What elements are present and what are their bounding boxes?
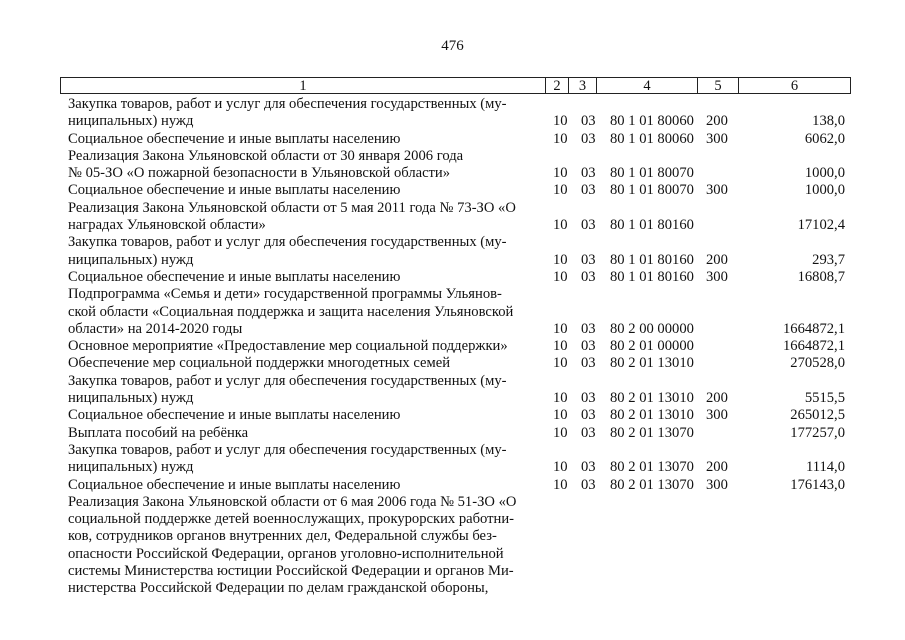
amount: 1114,0	[805, 459, 845, 476]
header-row	[61, 78, 851, 94]
description-line: Закупка товаров, работ и услуг для обеспечения государственных (му-	[68, 96, 507, 112]
row-codes	[0, 580, 905, 597]
subsection-code: 03	[581, 268, 596, 285]
section-code: 10	[553, 338, 568, 355]
description-line: Социальное обеспечение и иные выплаты населению	[68, 407, 401, 424]
section-code: 10	[553, 459, 568, 476]
table-row	[0, 373, 905, 408]
amount: 293,7	[812, 251, 845, 268]
expense-type-code: 200	[706, 251, 728, 268]
description-line: ниципальных) нужд	[68, 113, 194, 130]
subsection-code: 03	[581, 459, 596, 476]
section-code: 10	[553, 113, 568, 130]
row-codes	[0, 252, 905, 269]
row-codes	[0, 321, 905, 338]
target-article-code: 80 1 01 80060	[610, 113, 694, 130]
subsection-code: 03	[581, 182, 596, 199]
subsection-code: 03	[581, 390, 596, 407]
section-code: 10	[553, 390, 568, 407]
table-row	[0, 425, 905, 442]
table-row	[0, 477, 905, 494]
row-codes	[0, 182, 905, 199]
description-line: Социальное обеспечение и иные выплаты населению	[68, 130, 401, 147]
table-row	[0, 355, 905, 372]
target-article-code: 80 2 01 13010	[610, 390, 694, 407]
description-line: Реализация Закона Ульяновской области от 6 мая 2006 года № 51-ЗО «О	[68, 493, 517, 510]
section-code: 10	[553, 320, 568, 337]
row-codes	[0, 113, 905, 130]
section-code: 10	[553, 165, 568, 182]
description-line: Закупка товаров, работ и услуг для обеспечения государственных (му-	[68, 441, 507, 458]
subsection-code: 03	[581, 407, 596, 424]
target-article-code: 80 2 01 13070	[610, 476, 694, 493]
target-article-code: 80 1 01 80160	[610, 217, 694, 234]
amount: 270528,0	[790, 355, 845, 372]
description-line: Выплата пособий на ребёнка	[68, 424, 249, 441]
amount: 177257,0	[790, 424, 845, 441]
table-row	[0, 407, 905, 424]
target-article-code: 80 2 01 13010	[610, 407, 694, 424]
description-line: Реализация Закона Ульяновской области от 30 января 2006 года	[68, 147, 464, 164]
expense-type-code: 300	[706, 476, 728, 493]
subsection-code: 03	[581, 338, 596, 355]
table-body	[0, 96, 905, 598]
subsection-code: 03	[581, 165, 596, 182]
description-line: Социальное обеспечение и иные выплаты населению	[68, 476, 401, 493]
expense-type-code: 300	[706, 407, 728, 424]
description-line: ков, сотрудников органов внутренних дел, Федеральной службы без-	[68, 528, 497, 545]
description-line: Подпрограмма «Семья и дети» государственной программы Ульянов-	[68, 286, 502, 303]
header-col-5: 5	[698, 78, 739, 94]
table-row	[0, 96, 905, 131]
description-line: наградах Ульяновской области»	[68, 217, 266, 234]
amount: 176143,0	[790, 476, 845, 493]
section-code: 10	[553, 268, 568, 285]
table-row	[0, 131, 905, 148]
target-article-code: 80 1 01 80160	[610, 268, 694, 285]
subsection-code: 03	[581, 355, 596, 372]
description-line: ниципальных) нужд	[68, 390, 194, 407]
section-code: 10	[553, 407, 568, 424]
amount: 138,0	[812, 113, 845, 130]
table-row	[0, 269, 905, 286]
row-codes	[0, 407, 905, 424]
page-number: 476	[441, 38, 464, 54]
row-codes	[0, 165, 905, 182]
table-row	[0, 148, 905, 183]
subsection-code: 03	[581, 424, 596, 441]
description-line: № 05-ЗО «О пожарной безопасности в Ульяновской области»	[68, 165, 451, 182]
subsection-code: 03	[581, 476, 596, 493]
description-line: ниципальных) нужд	[68, 459, 194, 476]
description-line: Реализация Закона Ульяновской области от 5 мая 2011 года № 73-ЗО «О	[68, 199, 516, 216]
row-codes	[0, 425, 905, 442]
description-line: социальной поддержке детей военнослужащих, прокурорских работни-	[68, 511, 515, 528]
expense-type-code: 200	[706, 390, 728, 407]
expense-type-code: 300	[706, 268, 728, 285]
table-row	[0, 200, 905, 235]
row-codes	[0, 217, 905, 234]
amount: 6062,0	[804, 130, 845, 147]
target-article-code: 80 2 01 13070	[610, 424, 694, 441]
header-col-6: 6	[739, 78, 851, 94]
subsection-code: 03	[581, 320, 596, 337]
description-line: ской области «Социальная поддержка и защита населения Ульяновской	[68, 303, 514, 320]
row-codes	[0, 390, 905, 407]
amount: 16808,7	[797, 268, 845, 285]
section-code: 10	[553, 217, 568, 234]
description-line: Обеспечение мер социальной поддержки многодетных семей	[68, 355, 451, 372]
description-line: ниципальных) нужд	[68, 251, 194, 268]
subsection-code: 03	[581, 130, 596, 147]
target-article-code: 80 2 01 13070	[610, 459, 694, 476]
subsection-code: 03	[581, 217, 596, 234]
description-line: области» на 2014-2020 годы	[68, 320, 243, 337]
description-line: Социальное обеспечение и иные выплаты населению	[68, 182, 401, 199]
expense-type-code: 300	[706, 130, 728, 147]
table-header	[60, 77, 851, 94]
row-codes	[0, 459, 905, 476]
header-col-2: 2	[546, 78, 569, 94]
target-article-code: 80 1 01 80060	[610, 130, 694, 147]
description-line: системы Министерства юстиции Российской Федерации и органов Ми-	[68, 563, 514, 580]
amount: 17102,4	[797, 217, 845, 234]
target-article-code: 80 2 01 13010	[610, 355, 694, 372]
header-col-4: 4	[597, 78, 698, 94]
target-article-code: 80 1 01 80160	[610, 251, 694, 268]
section-code: 10	[553, 182, 568, 199]
table-row	[0, 286, 905, 338]
expense-type-code: 300	[706, 182, 728, 199]
section-code: 10	[553, 355, 568, 372]
header-col-1: 1	[61, 78, 546, 94]
description-line: Закупка товаров, работ и услуг для обеспечения государственных (му-	[68, 234, 507, 251]
row-codes	[0, 338, 905, 355]
header-col-3: 3	[569, 78, 597, 94]
section-code: 10	[553, 476, 568, 493]
amount: 1664872,1	[782, 320, 845, 337]
row-codes	[0, 477, 905, 494]
section-code: 10	[553, 424, 568, 441]
table-row	[0, 494, 905, 598]
amount: 1664872,1	[782, 338, 845, 355]
row-codes	[0, 355, 905, 372]
expense-type-code: 200	[706, 459, 728, 476]
amount: 5515,5	[804, 390, 845, 407]
table-row	[0, 182, 905, 199]
row-codes	[0, 269, 905, 286]
description-line: Социальное обеспечение и иные выплаты населению	[68, 268, 401, 285]
amount: 1000,0	[804, 165, 845, 182]
table-row	[0, 338, 905, 355]
table-row	[0, 234, 905, 269]
section-code: 10	[553, 251, 568, 268]
target-article-code: 80 2 00 00000	[610, 320, 694, 337]
section-code: 10	[553, 130, 568, 147]
target-article-code: 80 2 01 00000	[610, 338, 694, 355]
amount: 1000,0	[804, 182, 845, 199]
target-article-code: 80 1 01 80070	[610, 182, 694, 199]
expense-type-code: 200	[706, 113, 728, 130]
subsection-code: 03	[581, 251, 596, 268]
row-codes	[0, 131, 905, 148]
description-line: Основное мероприятие «Предоставление мер социальной поддержки»	[68, 338, 508, 355]
subsection-code: 03	[581, 113, 596, 130]
description-line: опасности Российской Федерации, органов уголовно-исполнительной	[68, 545, 504, 562]
description-line: Закупка товаров, работ и услуг для обеспечения государственных (му-	[68, 372, 507, 389]
amount: 265012,5	[790, 407, 845, 424]
description-line: нистерства Российской Федерации по делам гражданской обороны,	[68, 580, 489, 597]
table-row	[0, 442, 905, 477]
target-article-code: 80 1 01 80070	[610, 165, 694, 182]
